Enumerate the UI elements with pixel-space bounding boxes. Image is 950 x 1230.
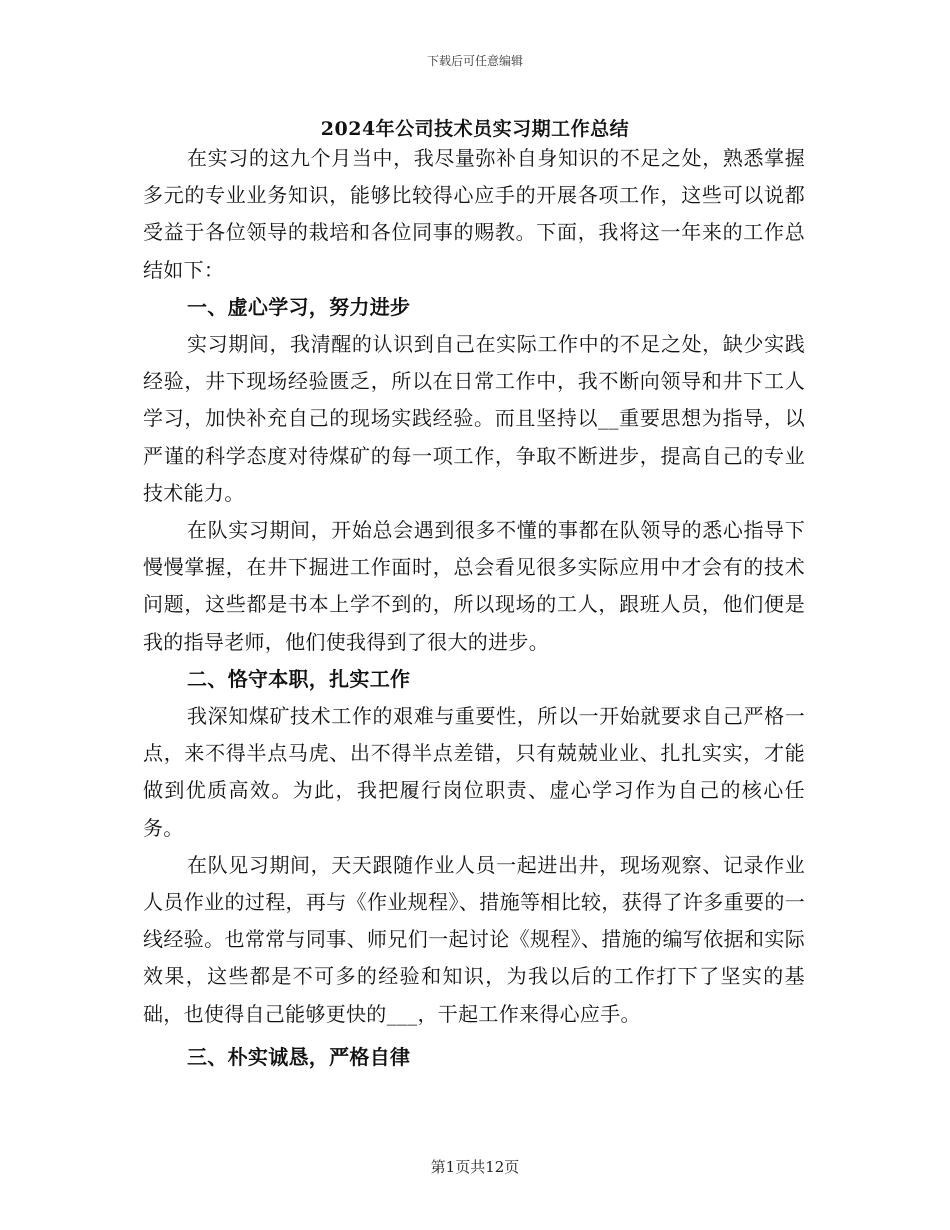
body-paragraph: 在队见习期间，天天跟随作业人员一起进出井，现场观察、记录作业人员作业的过程，再与《作业规程》、措施等相比较，获得了许多重要的一线经验。也常常与同事、师兄们一起讨论《规程》、措施的编写依据和实际效果，这些都是不可多的经验和知识，为我以后的工作打下了坚实的基础，也使得自己能够更快的___，干起工作来得心应手。: [143, 852, 805, 1026]
body-paragraph: 在队实习期间，开始总会遇到很多不懂的事都在队领导的悉心指导下慢慢掌握，在井下掘进工作面时，总会看见很多实际应用中才会有的技术问题，这些都是书本上学不到的，所以现场的工人，跟班人员，他们便是我的指导老师，他们使我得到了很大的进步。: [143, 518, 805, 654]
body-paragraph: 实习期间，我清醒的认识到自己在实际工作中的不足之处，缺少实践经验，井下现场经验匮乏，所以在日常工作中，我不断向领导和井下工人学习，加快补充自己的现场实践经验。而且坚持以__重要思想为指导，以严谨的科学态度对待煤矿的每一项工作，争取不断进步，提高自己的专业技术能力。: [143, 332, 805, 505]
section-heading: 二、恪守本职，扎实工作: [187, 666, 411, 691]
section-heading: 一、虚心学习，努力进步: [187, 294, 411, 319]
section-2: [143, 661, 805, 1033]
page-header-note: 下载后可任意编辑: [426, 54, 523, 68]
document-body: [143, 140, 805, 1076]
page-number: 第1页共12页: [430, 1158, 520, 1176]
body-paragraph: 我深知煤矿技术工作的艰难与重要性，所以一开始就要求自己严格一点，来不得半点马虎、出不得半点差错，只有兢兢业业、扎扎实实，才能做到优质高效。为此，我把履行岗位职责、虚心学习作为自己的核心任务。: [143, 704, 805, 840]
document-title: 2024年公司技术员实习期工作总结: [320, 118, 630, 140]
intro-paragraph: 在实习的这九个月当中，我尽量弥补自身知识的不足之处，熟悉掌握多元的专业业务知识，能够比较得心应手的开展各项工作，这些可以说都受益于各位领导的栽培和各位同事的赐教。下面，我将这一年来的工作总结如下：: [143, 146, 805, 282]
section-3: [143, 1039, 805, 1076]
section-heading: 三、朴实诚恳，严格自律: [187, 1044, 411, 1069]
section-1: [143, 289, 805, 661]
